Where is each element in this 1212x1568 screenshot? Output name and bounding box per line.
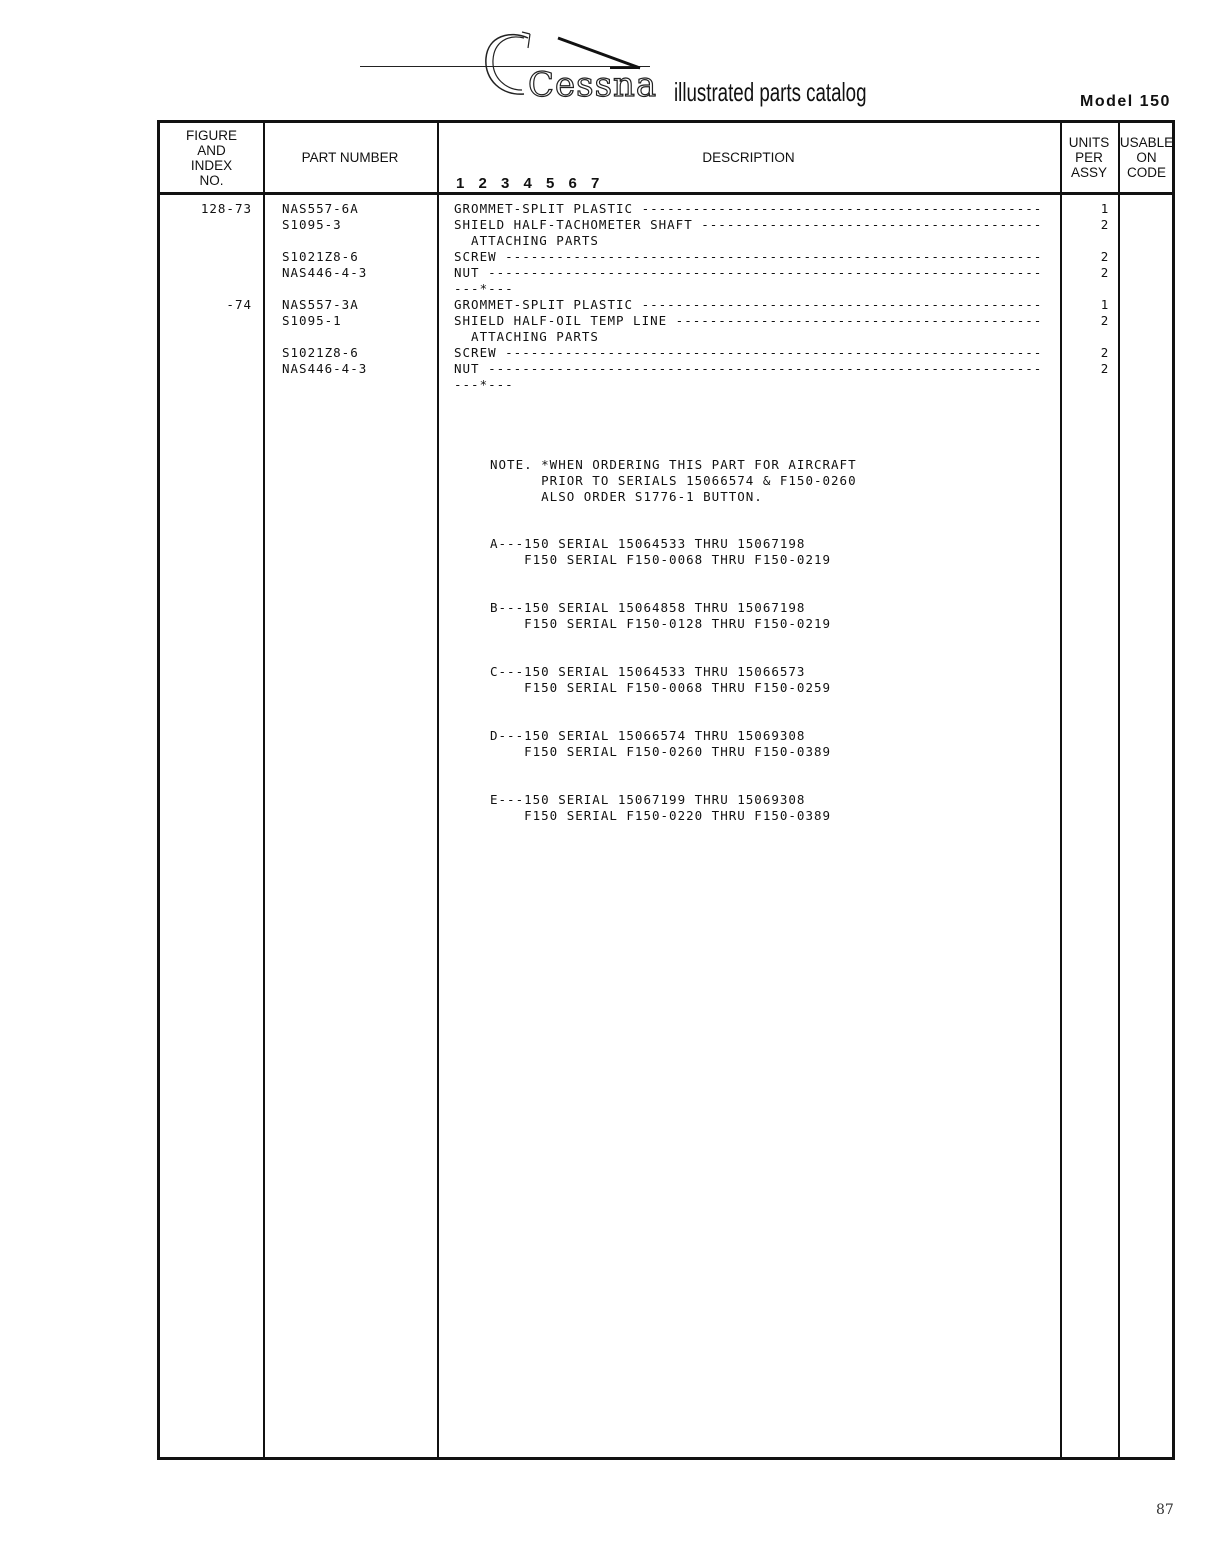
col-divider <box>437 123 439 1457</box>
part-description: ---*--- <box>454 281 514 296</box>
part-description: SCREW --------------------------------------------------------------- <box>454 345 1043 360</box>
part-number: S1021Z8-6 <box>282 345 359 360</box>
brand-wordmark: Cessna <box>528 65 658 105</box>
part-number: NAS446-4-3 <box>282 265 368 280</box>
part-description: ATTACHING PARTS <box>454 329 599 344</box>
units-per-assy: 2 <box>1100 313 1110 328</box>
col-divider <box>1060 123 1062 1457</box>
header-divider <box>160 192 1172 195</box>
part-description: SHIELD HALF-TACHOMETER SHAFT ---------------------------------------- <box>454 217 1043 232</box>
indent-level-digits: 1 2 3 4 5 6 7 <box>456 175 605 192</box>
part-description: GROMMET-SPLIT PLASTIC ----------------------------------------------- <box>454 201 1043 216</box>
units-per-assy: 2 <box>1100 217 1110 232</box>
catalog-title: illustrated parts catalog <box>674 77 867 107</box>
units-per-assy: 2 <box>1100 249 1110 264</box>
part-number-column-header: PART NUMBER <box>301 150 399 165</box>
part-description: NUT ----------------------------------------------------------------- <box>454 265 1043 280</box>
part-number: S1095-3 <box>282 217 342 232</box>
part-description: NUT ----------------------------------------------------------------- <box>454 361 1043 376</box>
parts-table <box>157 120 1175 1460</box>
part-number: S1021Z8-6 <box>282 249 359 264</box>
part-description: ---*--- <box>454 377 514 392</box>
usable-column-header: USABLE ON CODE <box>1119 135 1174 180</box>
model-label: Model 150 <box>1080 93 1171 110</box>
part-description: ATTACHING PARTS <box>454 233 599 248</box>
part-number: NAS446-4-3 <box>282 361 368 376</box>
ordering-note: NOTE. *WHEN ORDERING THIS PART FOR AIRCRAFT PRIOR TO SERIALS 15066574 & F150-0260 ALSO ORDER S1776-1 BUTTON. <box>490 457 857 504</box>
units-per-assy: 1 <box>1100 297 1110 312</box>
part-description: SHIELD HALF-OIL TEMP LINE ------------------------------------------- <box>454 313 1043 328</box>
usable-code-legend: A---150 SERIAL 15064533 THRU 15067198 F150 SERIAL F150-0068 THRU F150-0219 B---150 SERIAL 15064858 THRU 15067198 F150 SERIAL F150-0128 THRU F150-0219 C---150 SERIAL 15064533 THRU 15066573 F150 SERIAL F150-0068 THRU F150-0259 D---150 SERIAL 15066574 THRU 15069308 F150 SERIAL F150-0260 THRU F150-0389 E---150 SERIAL 15067199 THRU 15069308 F150 SERIAL F150-0220 THRU F150-0389 <box>490 536 832 823</box>
description-column-header: DESCRIPTION <box>702 150 795 165</box>
units-column-header: UNITS PER ASSY <box>1068 135 1110 180</box>
part-description: SCREW --------------------------------------------------------------- <box>454 249 1043 264</box>
page-number: 87 <box>1156 1502 1174 1518</box>
figure-index: 128-73 <box>200 201 252 216</box>
part-description: GROMMET-SPLIT PLASTIC ----------------------------------------------- <box>454 297 1043 312</box>
col-divider <box>1118 123 1120 1457</box>
units-per-assy: 2 <box>1100 361 1110 376</box>
part-number: NAS557-6A <box>282 201 359 216</box>
units-per-assy: 2 <box>1100 265 1110 280</box>
col-divider <box>263 123 265 1457</box>
part-number: NAS557-3A <box>282 297 359 312</box>
figure-column-header: FIGURE AND INDEX NO. <box>185 127 237 188</box>
figure-index: -74 <box>226 297 252 312</box>
units-per-assy: 1 <box>1100 201 1110 216</box>
part-number: S1095-1 <box>282 313 342 328</box>
units-per-assy: 2 <box>1100 345 1110 360</box>
